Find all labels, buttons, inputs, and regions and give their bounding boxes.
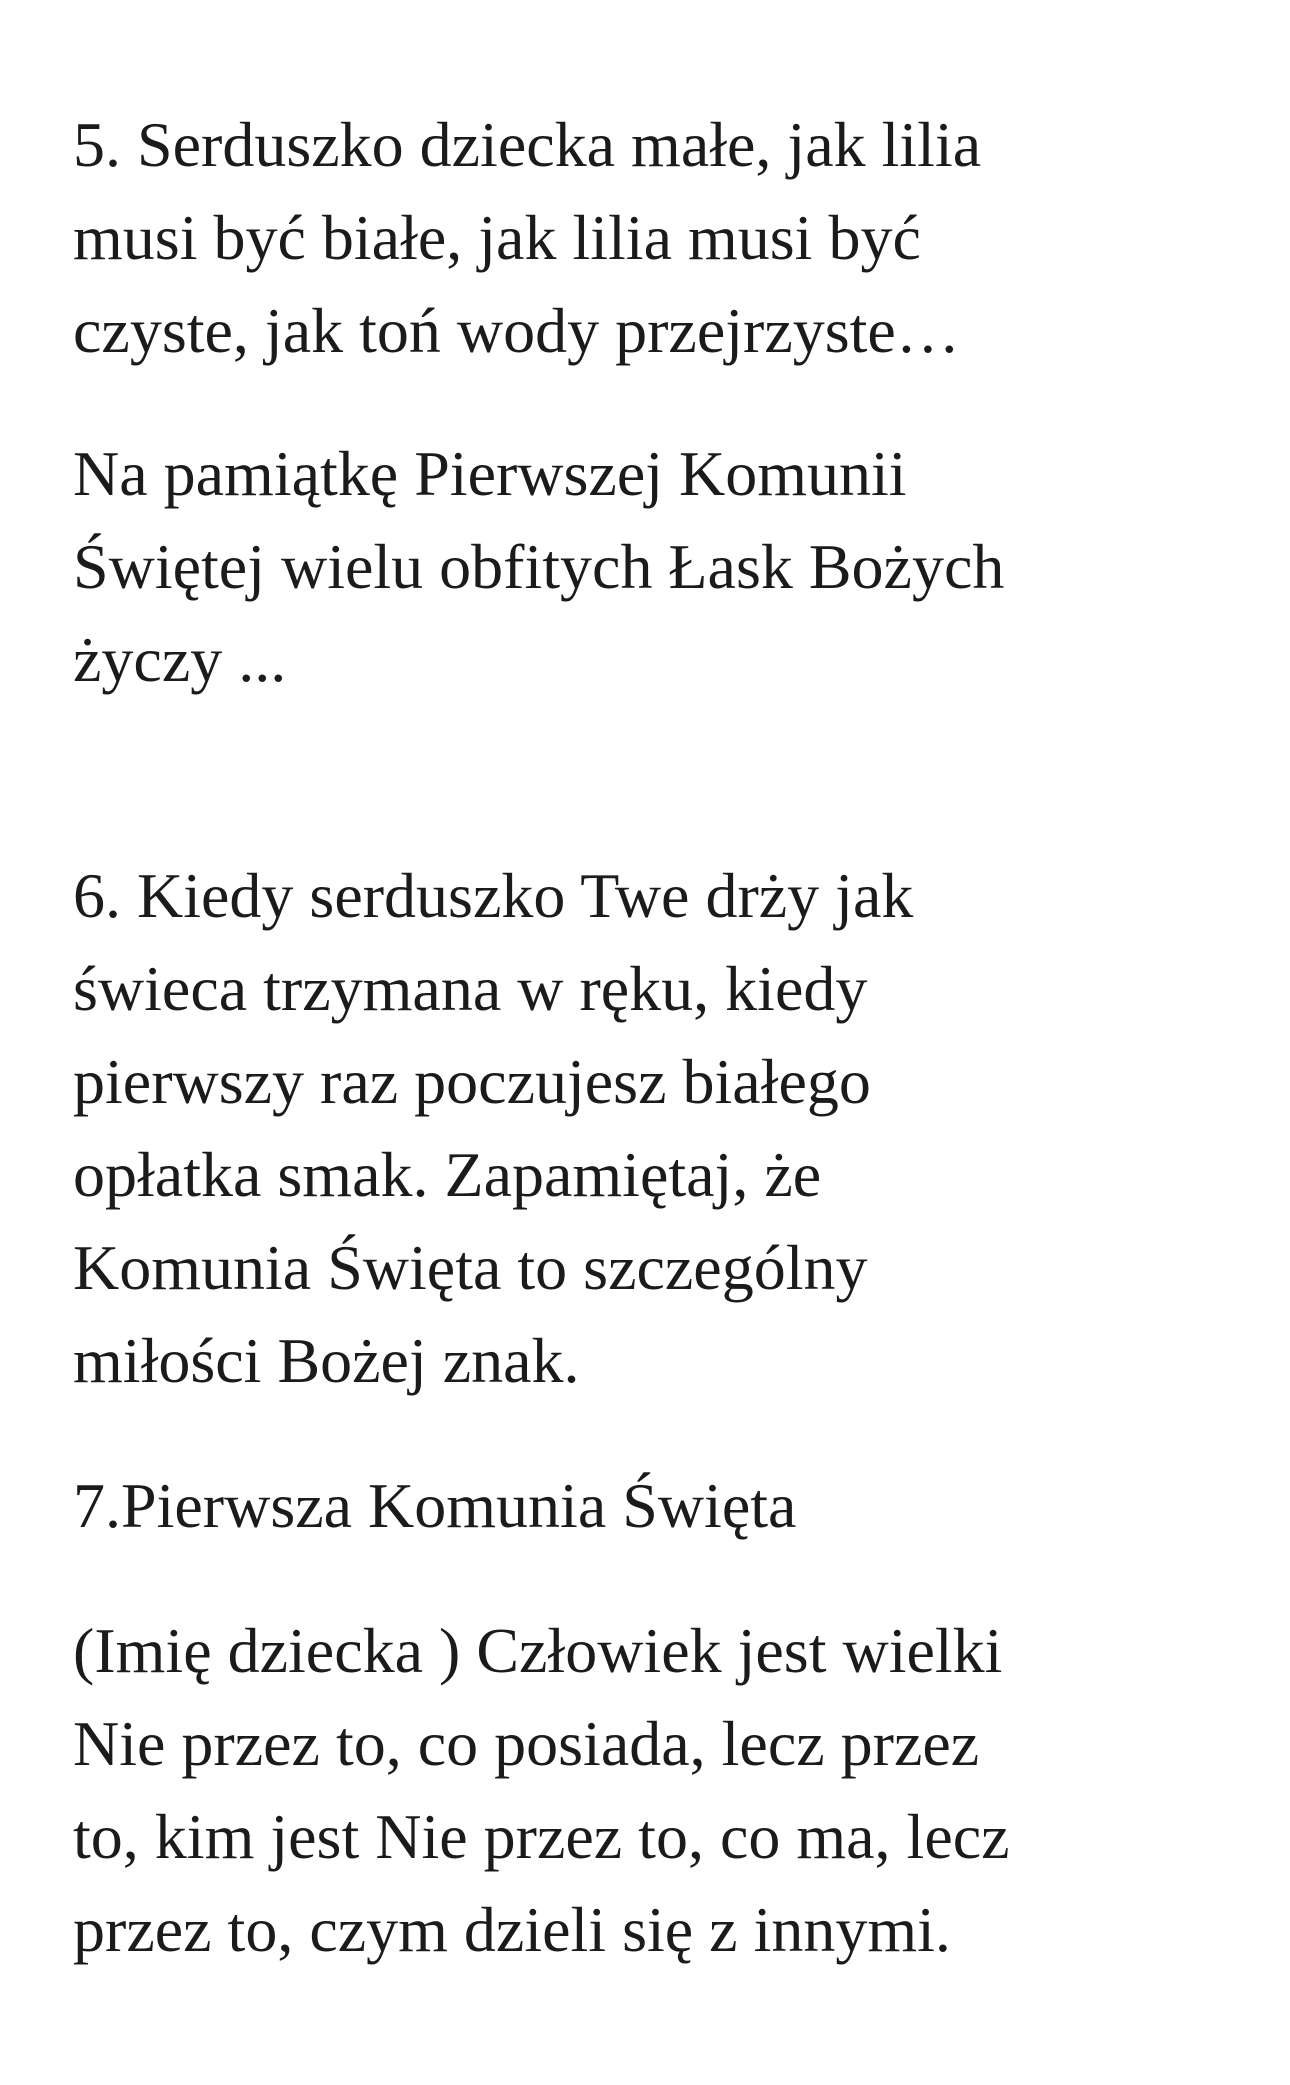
article-body [73, 98, 1233, 1976]
paragraph-wish-7-heading: 7.Pierwsza Komunia Święta [73, 1470, 797, 1541]
paragraph-dedication: Na pamiątkę Pierwszej Komunii Świętej wielu obfitych Łask Bożych życzy ... [73, 438, 1005, 695]
paragraph-wish-7-text: (Imię dziecka ) Człowiek jest wielki Nie przez to, co posiada, lecz przez to, kim jest Nie przez to, co ma, lecz przez to, czym dzieli się z innymi. [73, 1615, 1010, 1965]
paragraph-wish-6: 6. Kiedy serduszko Twe drży jak świeca trzymana w ręku, kiedy pierwszy raz poczujesz białego opłatka smak. Zapamiętaj, że Komunia Święta to szczególny miłości Bożej znak. [73, 860, 914, 1396]
paragraph-wish-5: 5. Serduszko dziecka małe, jak lilia musi być białe, jak lilia musi być czyste, jak toń wody przejrzyste… [73, 109, 982, 366]
